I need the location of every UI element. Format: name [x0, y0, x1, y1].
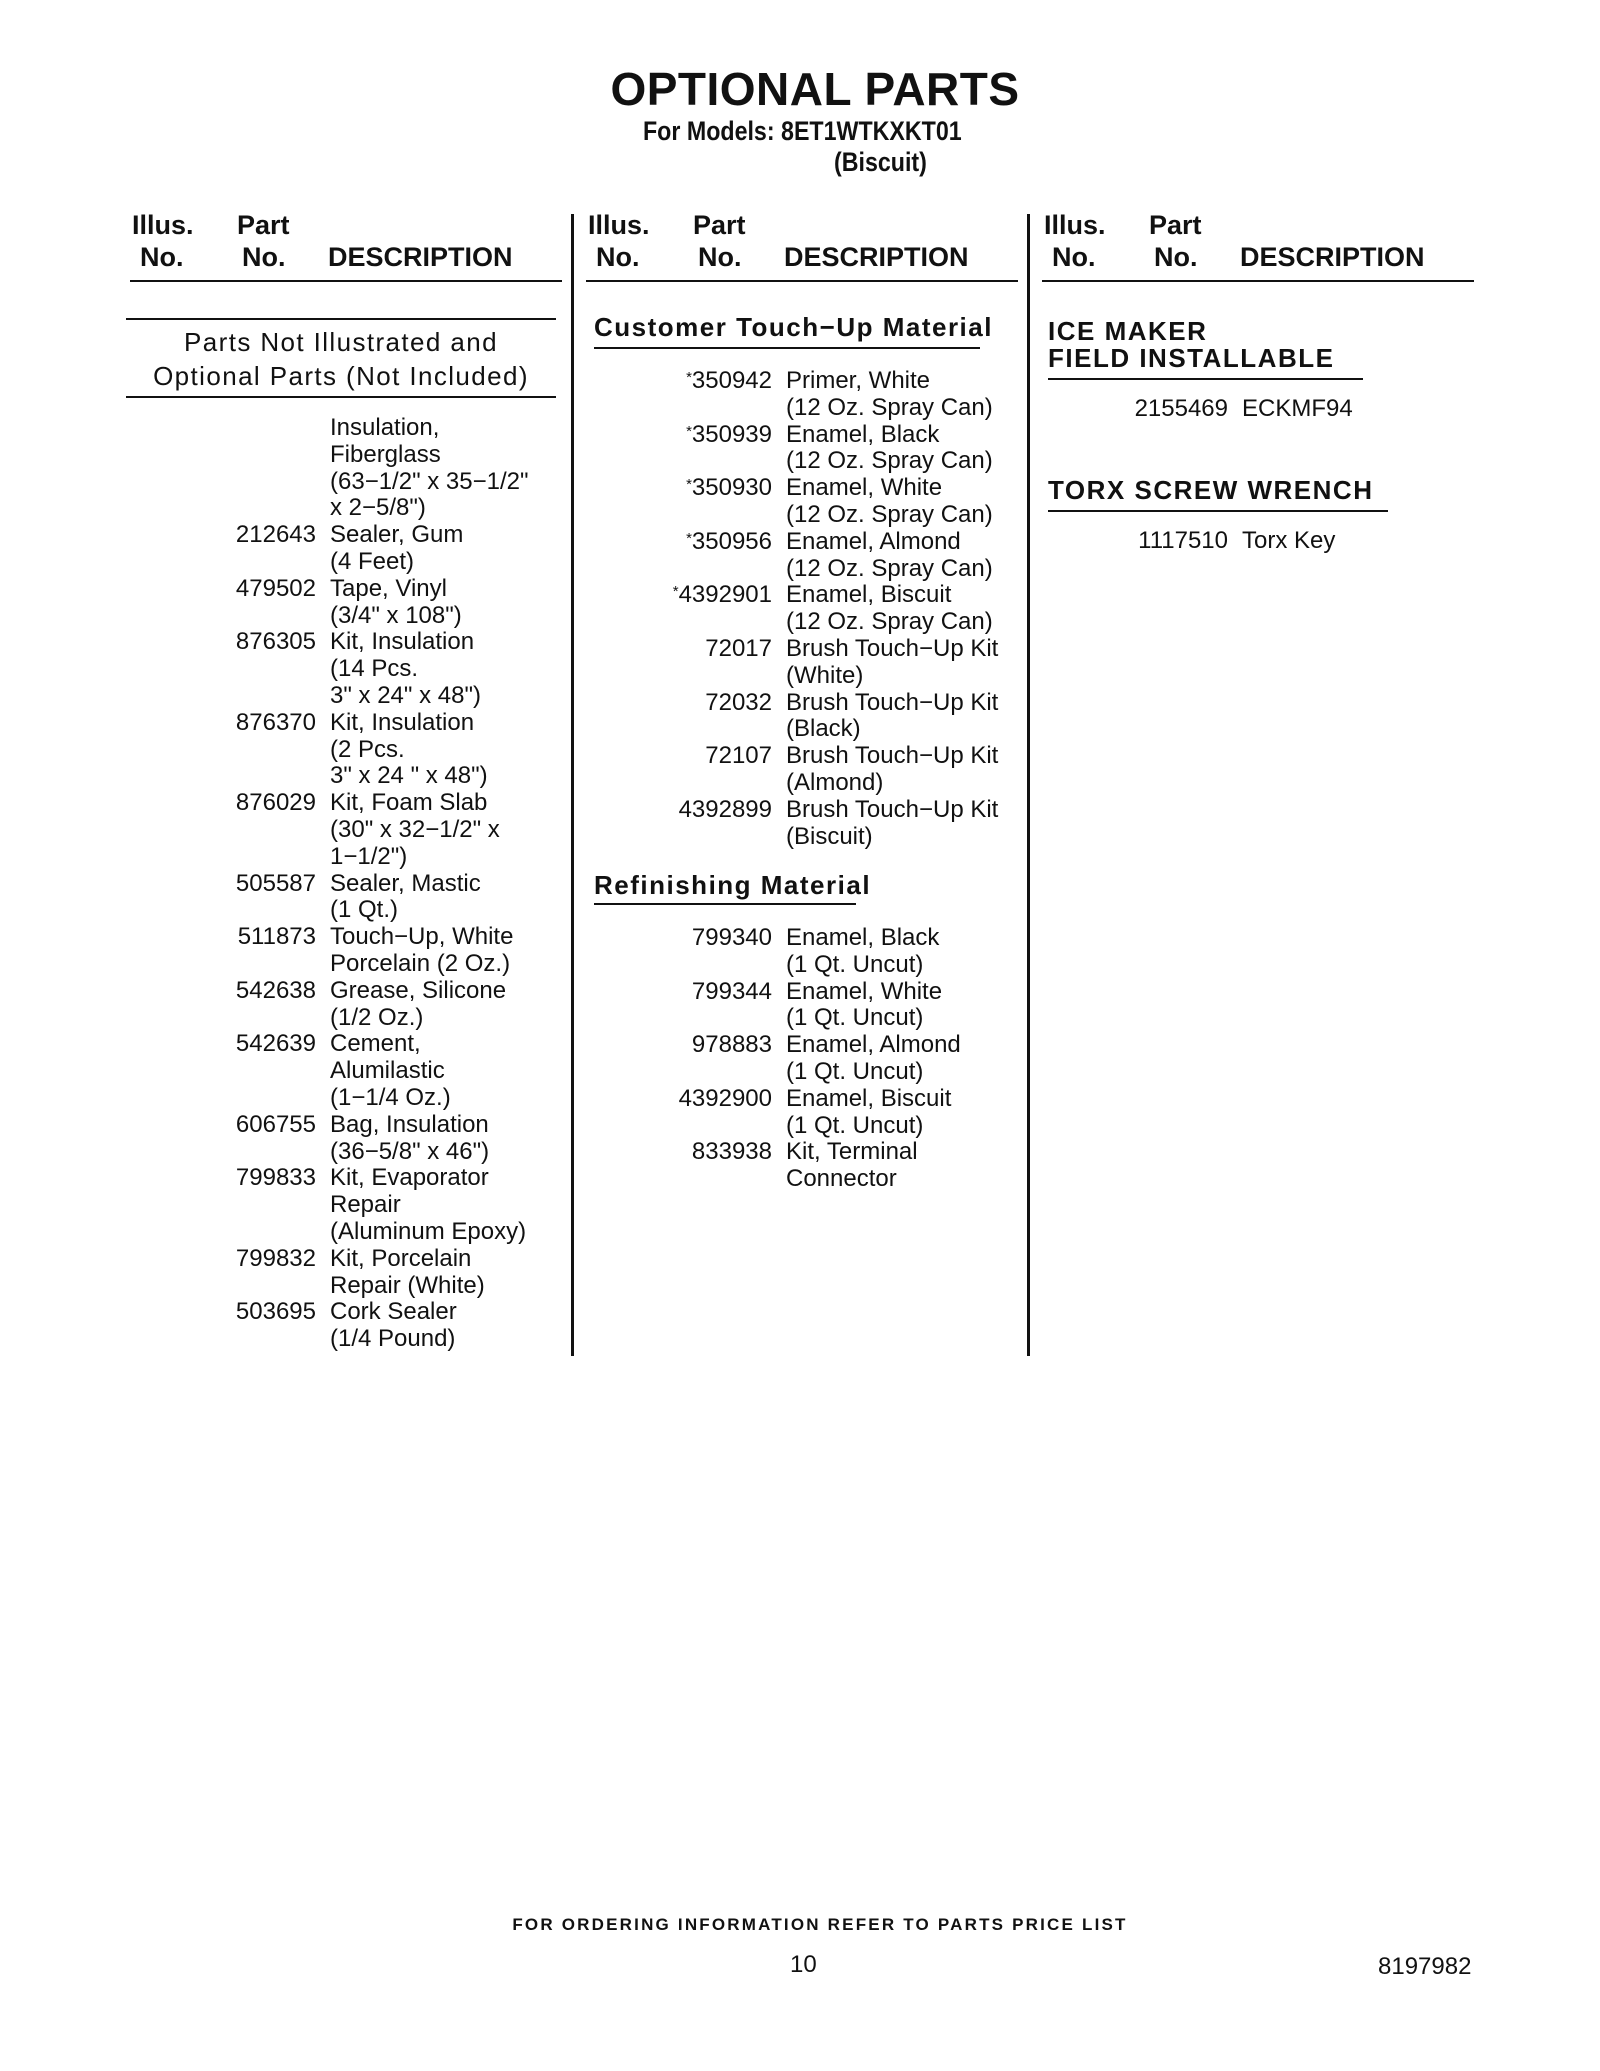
part-number: *4392901	[672, 581, 772, 609]
illus-label-bottom: No.	[1052, 242, 1096, 272]
part-number: 72017	[705, 634, 772, 662]
list-item	[130, 576, 529, 630]
description-label: DESCRIPTION	[784, 242, 969, 272]
part-description: Kit, Porcelain Repair (White)	[330, 1244, 485, 1299]
part-number: 799344	[691, 977, 772, 1005]
list-item	[130, 790, 529, 870]
illus-label-top: Illus.	[588, 210, 650, 240]
column-2	[586, 210, 1036, 1193]
part-number: 876029	[235, 789, 316, 817]
list-item	[130, 710, 529, 790]
parts-list	[130, 415, 529, 1353]
part-number: 799340	[691, 924, 772, 951]
part-description: Brush Touch−Up Kit (White)	[786, 634, 999, 689]
refinishing-list	[586, 925, 961, 1193]
part-number: 4392899	[678, 795, 772, 823]
part-description: Kit, Insulation (2 Pcs. 3" x 24 " x 48")	[330, 708, 488, 790]
part-description: Enamel, Biscuit (1 Qt. Uncut)	[786, 1084, 952, 1139]
section-title-refinishing: Refinishing Material	[594, 872, 856, 905]
part-description: Kit, Foam Slab (30" x 32−1/2" x 1−1/2")	[330, 789, 500, 870]
part-description: Kit, Insulation (14 Pcs. 3" x 24" x 48")	[330, 628, 481, 709]
list-item	[130, 1112, 529, 1166]
part-number: 212643	[235, 521, 316, 549]
part-number: 505587	[235, 869, 316, 897]
part-number: 542638	[235, 976, 316, 1004]
section-title-torx: TORX SCREW WRENCH	[1048, 477, 1388, 512]
list-item	[586, 368, 998, 422]
part-description: Enamel, Black (12 Oz. Spray Can)	[786, 420, 993, 475]
list-item	[1042, 396, 1353, 423]
list-item	[1042, 528, 1335, 555]
part-number: 503695	[235, 1298, 316, 1326]
part-number: 4392900	[678, 1084, 772, 1112]
list-item	[586, 422, 998, 476]
part-description: Primer, White (12 Oz. Spray Can)	[786, 367, 993, 421]
list-item	[586, 529, 998, 583]
page-title: OPTIONAL PARTS	[610, 63, 1020, 115]
illus-label-top: Illus.	[132, 210, 194, 240]
section-title-line: Optional Parts (Not Included)	[153, 361, 529, 391]
part-description: Enamel, White (1 Qt. Uncut)	[786, 977, 943, 1032]
list-item	[130, 1165, 529, 1245]
part-description: Enamel, Almond (12 Oz. Spray Can)	[786, 527, 993, 582]
part-label-top: Part	[237, 210, 290, 240]
list-item	[130, 924, 529, 978]
list-item	[586, 1139, 961, 1193]
column-header	[130, 210, 562, 282]
part-number	[130, 415, 330, 522]
description-label: DESCRIPTION	[1240, 242, 1425, 272]
illus-label-bottom: No.	[596, 242, 640, 272]
list-item	[586, 743, 998, 797]
part-description: Kit, Evaporator Repair (Aluminum Epoxy)	[330, 1164, 527, 1245]
touch-up-list	[586, 368, 998, 850]
list-item	[130, 1246, 529, 1300]
part-description: Cork Sealer (1/4 Pound)	[330, 1298, 457, 1353]
column-1	[130, 210, 580, 1353]
part-description: Brush Touch−Up Kit (Black)	[786, 688, 999, 743]
part-number: 2155469	[1134, 395, 1228, 422]
part-description: Sealer, Gum (4 Feet)	[330, 521, 464, 575]
list-item	[586, 1086, 961, 1140]
page-number: 10	[790, 1951, 817, 1978]
list-item	[586, 690, 998, 744]
list-item	[130, 1299, 529, 1353]
part-number: *350930	[686, 474, 772, 502]
description-label: DESCRIPTION	[328, 242, 513, 272]
part-number: 511873	[237, 923, 316, 951]
part-label-top: Part	[1149, 210, 1202, 240]
ordering-footer: FOR ORDERING INFORMATION REFER TO PARTS PRICE LIST	[512, 1915, 1128, 1934]
section-title-line: ICE MAKER	[1048, 316, 1208, 346]
part-label-bottom: No.	[242, 242, 286, 272]
list-item	[586, 636, 998, 690]
part-description: Grease, Silicone (1/2 Oz.)	[330, 976, 507, 1031]
part-number: 799833	[235, 1164, 316, 1192]
part-number: 542639	[235, 1030, 316, 1058]
list-item	[130, 522, 529, 576]
color-subtitle: (Biscuit)	[834, 147, 927, 177]
part-description: Cement, Alumilastic (1−1/4 Oz.)	[330, 1030, 451, 1111]
part-description: Brush Touch−Up Kit (Almond)	[786, 742, 999, 796]
section-title-line: Parts Not Illustrated and	[184, 327, 498, 357]
part-description: ECKMF94	[1242, 395, 1353, 422]
part-number: 978883	[691, 1031, 772, 1059]
column-divider-1	[571, 214, 574, 1356]
part-number: 72032	[705, 688, 772, 716]
part-description: Enamel, White (12 Oz. Spray Can)	[786, 474, 993, 528]
part-number: 833938	[691, 1138, 772, 1166]
list-item	[586, 925, 961, 979]
part-label-bottom: No.	[1154, 242, 1198, 272]
list-item	[586, 582, 998, 636]
part-description: Touch−Up, White Porcelain (2 Oz.)	[330, 923, 514, 977]
section-title-line: FIELD INSTALLABLE	[1048, 343, 1335, 373]
part-number: 606755	[235, 1110, 316, 1138]
section-title-ice-maker	[1048, 318, 1363, 380]
part-number: 479502	[235, 574, 316, 602]
section-header-not-illustrated	[126, 318, 556, 398]
list-item	[130, 629, 529, 709]
part-description: Enamel, Biscuit (12 Oz. Spray Can)	[786, 581, 993, 636]
models-subtitle: For Models: 8ET1WTKXKT01	[643, 116, 962, 146]
ice-maker-list	[1042, 396, 1353, 423]
part-number: 1117510	[1138, 527, 1228, 554]
list-item	[586, 979, 961, 1033]
part-description: Torx Key	[1242, 527, 1336, 554]
part-number: 876305	[235, 628, 316, 656]
column-header	[1042, 210, 1474, 282]
illus-label-bottom: No.	[140, 242, 184, 272]
list-item	[586, 1032, 961, 1086]
part-label-top: Part	[693, 210, 746, 240]
part-description: Enamel, Almond (1 Qt. Uncut)	[786, 1031, 961, 1085]
part-description: Brush Touch−Up Kit (Biscuit)	[786, 795, 999, 850]
part-description: Tape, Vinyl (3/4" x 108")	[330, 574, 462, 629]
list-item	[130, 978, 529, 1032]
part-number: 876370	[235, 708, 316, 736]
section-title-touch-up: Customer Touch−Up Material	[594, 314, 980, 349]
column-3	[1042, 210, 1492, 554]
torx-list	[1042, 528, 1335, 555]
illus-label-top: Illus.	[1044, 210, 1106, 240]
part-label-bottom: No.	[698, 242, 742, 272]
part-description: Insulation, Fiberglass (63−1/2" x 35−1/2" x 2−5/8")	[330, 414, 529, 522]
document-number: 8197982	[1378, 1953, 1472, 1980]
part-number: 72107	[705, 742, 772, 770]
column-header	[586, 210, 1018, 282]
part-number: *350939	[686, 420, 772, 448]
part-number: 799832	[235, 1244, 316, 1272]
list-item	[586, 797, 998, 851]
column-divider-2	[1027, 214, 1030, 1356]
part-number: *350942	[686, 367, 772, 394]
list-item	[130, 1031, 529, 1111]
part-description: Enamel, Black (1 Qt. Uncut)	[786, 924, 940, 978]
part-description: Bag, Insulation (36−5/8" x 46")	[330, 1110, 490, 1165]
part-description: Sealer, Mastic (1 Qt.)	[330, 869, 481, 924]
list-item	[586, 475, 998, 529]
part-description: Kit, Terminal Connector	[786, 1138, 918, 1193]
list-item	[130, 871, 529, 925]
list-item	[130, 415, 529, 522]
part-number: *350956	[686, 527, 772, 555]
